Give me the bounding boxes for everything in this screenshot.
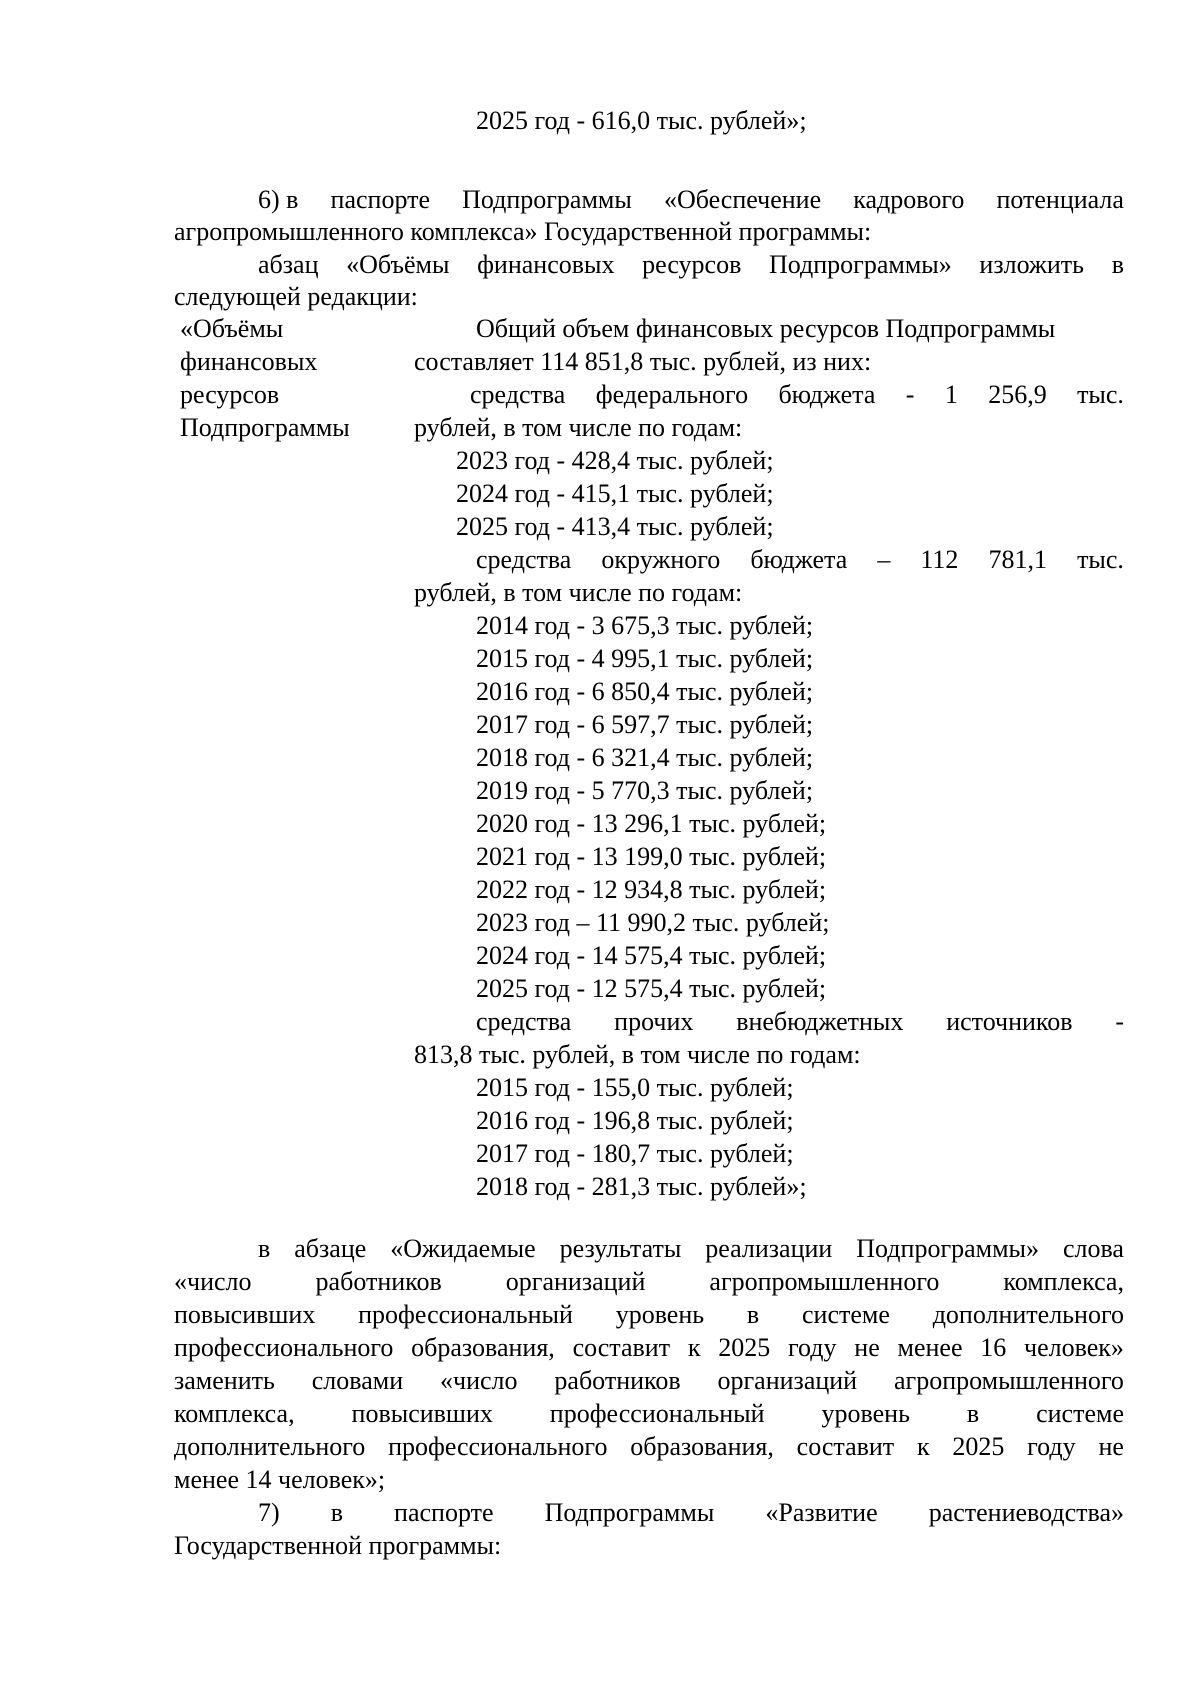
word: прочих (614, 1007, 694, 1036)
okrug-year-line: 2023 год – 11 990,2 тыс. рублей; (476, 908, 830, 937)
other-year-line: 2017 год - 180,7 тыс. рублей; (476, 1139, 794, 1168)
okrug-year-line: 2024 год - 14 575,4 тыс. рублей; (476, 941, 827, 970)
word: заменить (174, 1366, 275, 1395)
word: человек» (1024, 1333, 1124, 1362)
word: 7) (258, 1498, 280, 1527)
word: 1 (944, 380, 958, 409)
word: организаций (717, 1366, 858, 1395)
word: внебюджетных (736, 1007, 904, 1036)
okrug-year-line: 2019 год - 5 770,3 тыс. рублей; (476, 776, 814, 805)
word: слова (1062, 1234, 1124, 1263)
word: финансовых (477, 250, 615, 279)
item6-line1 (258, 184, 1124, 216)
word: не (1098, 1432, 1124, 1461)
item7-line2: Государственной программы: (174, 1531, 502, 1560)
results-line1 (258, 1233, 1124, 1265)
word: 2025 (952, 1432, 1005, 1461)
word: уровень (821, 1399, 910, 1428)
item7-line1 (258, 1497, 1124, 1529)
results-line8: менее 14 человек»; (174, 1465, 386, 1494)
word: в (966, 1399, 980, 1428)
word: к (916, 1432, 930, 1461)
results-line3 (174, 1299, 1124, 1331)
federal-year-line: 2023 год - 428,4 тыс. рублей; (456, 446, 774, 475)
word: бюджета (750, 545, 848, 574)
word: дополнительного (174, 1432, 366, 1461)
word: профессионального (388, 1432, 608, 1461)
word: году (1027, 1432, 1076, 1461)
abzac-line1 (258, 249, 1124, 281)
word: паспорте (330, 185, 430, 214)
word: комплекса, (1003, 1267, 1124, 1296)
word: «Обеспечение (663, 185, 822, 214)
okrug-year-line: 2015 год - 4 995,1 тыс. рублей; (476, 644, 814, 673)
abzac-line2: следующей редакции: (174, 282, 418, 311)
other-line2: 813,8 тыс. рублей, в том числе по годам: (414, 1040, 861, 1069)
total-line2: составляет 114 851,8 тыс. рублей, из них: (414, 347, 872, 376)
word: в (258, 1234, 271, 1263)
word: «Ожидаемые (390, 1234, 536, 1263)
word: «Объёмы (346, 250, 450, 279)
okrug-year-line: 2020 год - 13 296,1 тыс. рублей; (476, 809, 827, 838)
word: Подпрограммы» (769, 250, 952, 279)
okrug-year-line: 2025 год - 12 575,4 тыс. рублей; (476, 974, 827, 1003)
okrug-year-line: 2014 год - 3 675,3 тыс. рублей; (476, 611, 814, 640)
word: 16 (980, 1333, 1007, 1362)
word: системе (802, 1300, 890, 1329)
word: бюджета (778, 380, 876, 409)
okrug-year-line: 2017 год - 6 597,7 тыс. рублей; (476, 710, 814, 739)
results-line7 (174, 1431, 1124, 1463)
word: словами (311, 1366, 404, 1395)
word: агропромышленного (894, 1366, 1124, 1395)
word: тыс. (1077, 545, 1124, 574)
word: году (788, 1333, 837, 1362)
word: Подпрограммы (462, 185, 632, 214)
word: организаций (505, 1267, 646, 1296)
word: изложить (979, 250, 1085, 279)
table-left-line: Подпрограммы (180, 413, 350, 442)
other-year-line: 2015 год - 155,0 тыс. рублей; (476, 1073, 794, 1102)
word: источников (946, 1007, 1073, 1036)
word: в (1111, 250, 1124, 279)
word: тыс. (1077, 380, 1124, 409)
word: средства (476, 545, 572, 574)
federal-year-line: 2025 год - 413,4 тыс. рублей; (456, 512, 774, 541)
results-line2 (174, 1266, 1124, 1298)
word: не (854, 1333, 880, 1362)
word: повысивших (351, 1399, 493, 1428)
word: образования, (411, 1333, 555, 1362)
federal-year-line: 2024 год - 415,1 тыс. рублей; (456, 479, 774, 508)
word: 2025 (718, 1333, 771, 1362)
word: «число (440, 1366, 518, 1395)
word: - (905, 380, 915, 409)
word: комплекса, (174, 1399, 295, 1428)
word: средства (470, 380, 566, 409)
word: абзац (258, 250, 319, 279)
word: 781,1 (988, 545, 1047, 574)
word: потенциала (996, 185, 1124, 214)
word: 112 (920, 545, 959, 574)
federal-line1 (470, 379, 1124, 411)
results-line6 (174, 1398, 1124, 1430)
word: составит (572, 1333, 671, 1362)
word: Подпрограммы» (856, 1234, 1040, 1263)
word: реализации (705, 1234, 833, 1263)
word: федерального (595, 380, 749, 409)
other-year-line: 2018 год - 281,3 тыс. рублей»; (476, 1172, 807, 1201)
word: системе (1036, 1399, 1124, 1428)
word: дополнительного (932, 1300, 1124, 1329)
word: профессионального (174, 1333, 394, 1362)
word: «Развитие (765, 1498, 878, 1527)
word: 6) в (258, 185, 299, 214)
table-left-line: «Объёмы (180, 314, 284, 343)
other-line1 (476, 1006, 1124, 1038)
okrug-year-line: 2022 год - 12 934,8 тыс. рублей; (476, 875, 827, 904)
results-line5 (174, 1365, 1124, 1397)
word: профессиональный (358, 1300, 573, 1329)
word: работников (554, 1366, 681, 1395)
word: результаты (559, 1234, 682, 1263)
word: «число (174, 1267, 252, 1296)
word: кадрового (853, 185, 965, 214)
word: в (330, 1498, 343, 1527)
results-line4 (174, 1332, 1124, 1364)
word: абзаце (294, 1234, 367, 1263)
word: средства (476, 1007, 572, 1036)
okrug-year-line: 2016 год - 6 850,4 тыс. рублей; (476, 677, 814, 706)
item6-line2: агропромышленного комплекса» Государственной программы: (174, 217, 872, 246)
okrug-line2: рублей, в том числе по годам: (414, 578, 743, 607)
word: в (746, 1300, 760, 1329)
word: паспорте (394, 1498, 494, 1527)
word: Подпрограммы (544, 1498, 715, 1527)
table-left-line: финансовых (180, 347, 318, 376)
word: образования, (630, 1432, 774, 1461)
word: составит (796, 1432, 895, 1461)
okrug-year-line: 2018 год - 6 321,4 тыс. рублей; (476, 743, 814, 772)
table-left-line: ресурсов (180, 380, 280, 409)
okrug-line1 (476, 544, 1124, 576)
word: повысивших (174, 1300, 316, 1329)
okrug-year-line: 2021 год - 13 199,0 тыс. рублей; (476, 842, 827, 871)
word: профессиональный (549, 1399, 765, 1428)
word: растениеводства» (928, 1498, 1124, 1527)
word: 256,9 (988, 380, 1047, 409)
federal-line2: рублей, в том числе по годам: (414, 413, 743, 442)
word: к (687, 1333, 701, 1362)
word: - (1115, 1007, 1124, 1036)
word: ресурсов (642, 250, 742, 279)
top-line: 2025 год - 616,0 тыс. рублей»; (476, 106, 807, 135)
word: агропромышленного (709, 1267, 940, 1296)
word: работников (315, 1267, 442, 1296)
word: менее (897, 1333, 963, 1362)
word: окружного (601, 545, 721, 574)
other-year-line: 2016 год - 196,8 тыс. рублей; (476, 1106, 794, 1135)
total-line1: Общий объем финансовых ресурсов Подпрограммы (476, 314, 1056, 343)
word: – (877, 545, 891, 574)
word: уровень (615, 1300, 705, 1329)
